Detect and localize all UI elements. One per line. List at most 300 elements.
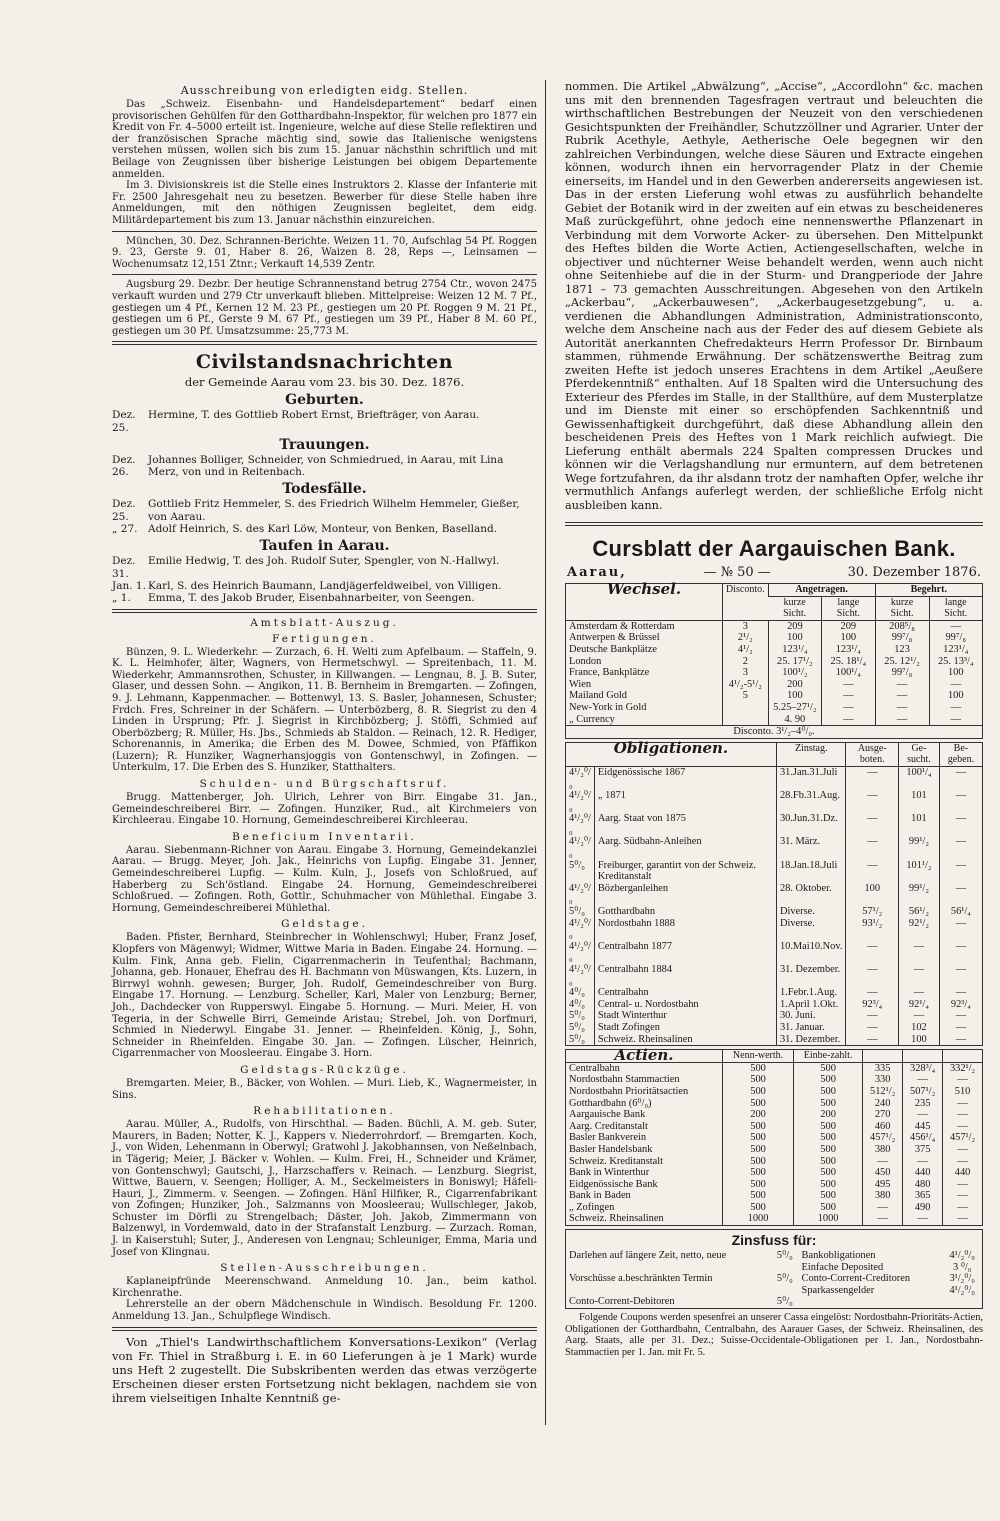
- table-row: [566, 667, 982, 679]
- list-item: [112, 454, 537, 479]
- table-cell: Centralbahn: [594, 987, 776, 999]
- table-cell: —: [929, 679, 982, 691]
- zinsfuss-table: [566, 1250, 982, 1308]
- table-cell: 500: [723, 1179, 794, 1191]
- civil-subtitle: der Gemeinde Aarau vom 23. bis 30. Dez. 1876.: [184, 375, 465, 390]
- table-cell: [771, 1262, 798, 1274]
- table-cell: 328³/₄: [903, 1062, 943, 1074]
- table-cell: 99⁷/₈: [875, 667, 929, 679]
- table-cell: 240: [863, 1098, 903, 1110]
- table-cell: 99¹/₂: [899, 883, 940, 906]
- table-row: [566, 941, 982, 964]
- table-cell: 4¹/₂⁰/₀: [569, 964, 591, 987]
- table-cell: 375: [903, 1144, 943, 1156]
- table-cell: 28.Fb.31.Aug.: [776, 790, 846, 813]
- table-cell: Bankobligationen: [801, 1250, 876, 1262]
- table-cell: Schweiz. Rheinsalinen: [569, 1213, 664, 1225]
- table-cell: 500: [794, 1190, 863, 1202]
- table-cell: 330: [863, 1074, 903, 1086]
- table-cell: —: [929, 702, 982, 714]
- table-cell: 5⁰/₀: [569, 1010, 585, 1022]
- table-row: [566, 918, 982, 941]
- table-cell: 457¹/₂: [863, 1132, 903, 1144]
- table-cell: 270: [863, 1109, 903, 1121]
- begeben-header: Be-geben.: [939, 743, 982, 767]
- entry-date: Jan. 1.: [112, 579, 146, 592]
- table-cell: 10.Mai10.Nov.: [776, 941, 846, 964]
- table-cell: 456¹/₄: [903, 1132, 943, 1144]
- table-cell: 510: [943, 1086, 982, 1098]
- table-cell: —: [846, 964, 899, 987]
- rueckzuege-text: Bremgarten. Meier, B., Bäcker, von Wohlen. — Muri. Lieb, K., Wagnermeister, in Sins.: [112, 1077, 537, 1101]
- kurze-sicht-header: kurze Sicht.: [768, 596, 822, 620]
- table-cell: —: [875, 702, 929, 714]
- table-cell: —: [943, 1213, 982, 1225]
- right-column: [565, 80, 983, 1358]
- table-cell: [799, 1296, 943, 1308]
- table-row: [566, 1202, 982, 1214]
- table-cell: [723, 714, 769, 726]
- table-cell: —: [903, 1109, 943, 1121]
- table-cell: 4¹/₂⁰/₀: [569, 917, 591, 941]
- table-cell: —: [939, 790, 982, 813]
- table-cell: 1000: [723, 1213, 794, 1225]
- divider: [112, 1327, 537, 1331]
- table-row: [566, 987, 982, 999]
- table-cell: 380: [863, 1144, 903, 1156]
- table-cell: 480: [903, 1179, 943, 1191]
- table-cell: 123¹/₄: [929, 644, 982, 656]
- table-cell: —: [846, 987, 899, 999]
- markt-muenchen: München, 30. Dez. Schrannen-Berichte. Weizen 11. 70, Aufschlag 54 Pf. Roggen 9. 23, Gerste 9. 01, Haber 8. 26, Waizen 8. 28, Reps —, Leinsamen — Wochenumsatz 12,151 Ztnr.; Verkauft 14,539 Zentr.: [112, 235, 537, 270]
- table-cell: —: [846, 1010, 899, 1022]
- table-cell: 101: [899, 813, 940, 836]
- table-cell: 5: [723, 690, 769, 702]
- table-cell: Centralbahn 1877: [594, 941, 776, 964]
- table-cell: Schweiz. Rheinsalinen: [594, 1034, 776, 1046]
- entry-date: Dez. 31.: [112, 555, 136, 580]
- divider: [565, 522, 983, 526]
- table-cell: 101¹/₂: [899, 860, 940, 883]
- table-cell: 5⁰/₀: [569, 859, 585, 871]
- table-cell: —: [822, 679, 875, 691]
- table-cell: 30. Juni.: [776, 1010, 846, 1022]
- table-cell: 101: [899, 790, 940, 813]
- table-cell: 500: [723, 1121, 794, 1133]
- table-cell: 100: [929, 667, 982, 679]
- table-cell: 92³/₄: [846, 999, 899, 1011]
- table-cell: 200: [768, 679, 822, 691]
- table-cell: 99¹/₂: [899, 836, 940, 859]
- table-cell: —: [939, 941, 982, 964]
- table-cell: 31. Dezember.: [776, 964, 846, 987]
- table-cell: 4¹/₂⁰/₀: [569, 940, 591, 964]
- todesfaelle-list: [112, 498, 537, 535]
- table-cell: 4¹/₂-5¹/₂: [723, 679, 769, 691]
- table-cell: [566, 1262, 771, 1274]
- table-cell: Stadt Zofingen: [594, 1022, 776, 1034]
- table-cell: —: [943, 1179, 982, 1191]
- table-cell: —: [939, 918, 982, 941]
- entry-text: Emma, T. des Jakob Bruder, Eisenbahnarbeiter, von Seengen.: [148, 592, 475, 605]
- table-cell: Aarg. Staat von 1875: [594, 813, 776, 836]
- table-cell: 4¹/₂⁰/₀: [569, 836, 591, 860]
- table-cell: —: [939, 836, 982, 859]
- disconto-header: Disconto.: [723, 584, 769, 620]
- table-cell: 495: [863, 1179, 903, 1191]
- table-cell: New-York in Gold: [569, 701, 647, 713]
- cursblatt-date: 30. Dezember 1876.: [847, 565, 981, 580]
- zinsfuss-heading: Zinsfuss für:: [731, 1232, 817, 1249]
- table-cell: 512¹/₂: [863, 1086, 903, 1098]
- taufen-title: Taufen in Aarau.: [259, 538, 390, 555]
- gesucht-header: Ge-sucht.: [899, 743, 940, 767]
- table-cell: 1.April 1.Okt.: [776, 999, 846, 1011]
- table-cell: Schweiz. Kreditanstalt: [569, 1155, 664, 1167]
- trauungen-title: Trauungen.: [279, 436, 370, 453]
- table-cell: [566, 1285, 771, 1297]
- table-cell: Sparkassengelder: [801, 1284, 875, 1296]
- divider: [112, 274, 537, 275]
- table-row: [566, 1179, 982, 1191]
- table-cell: 92³/₄: [939, 999, 982, 1011]
- table-row: [566, 1074, 982, 1086]
- entry-text: Karl, S. des Heinrich Baumann, Landjägerfeldweibel, von Villigen.: [148, 579, 502, 592]
- table-cell: 490: [903, 1202, 943, 1214]
- table-cell: 500: [794, 1132, 863, 1144]
- table-cell: —: [863, 1202, 903, 1214]
- table-cell: „ Zofingen: [569, 1201, 615, 1213]
- table-row: [566, 1010, 982, 1022]
- table-cell: 4⁰/₀: [569, 987, 585, 999]
- table-cell: 500: [794, 1074, 863, 1086]
- table-cell: 4⁰/₀: [569, 998, 585, 1010]
- table-cell: —: [939, 883, 982, 906]
- table-cell: Central- u. Nordostbahn: [594, 999, 776, 1011]
- table-cell: 500: [723, 1062, 794, 1074]
- stellen-text-2: Lehrerstelle an der obern Mädchenschule in Windisch. Besoldung Fr. 1200. Anmeldung 13. Jan., Schulpflege Windisch.: [112, 1299, 537, 1323]
- table-cell: 500: [723, 1156, 794, 1168]
- table-cell: 5⁰/₀: [776, 1273, 793, 1285]
- table-cell: Freiburger, garantirt von der Schweiz. Kreditanstalt: [594, 860, 776, 883]
- table-cell: —: [939, 964, 982, 987]
- table-cell: 200: [794, 1109, 863, 1121]
- list-item: [112, 580, 537, 592]
- table-cell: —: [846, 1034, 899, 1046]
- table-row: [566, 1086, 982, 1098]
- table-cell: 500: [723, 1144, 794, 1156]
- obligationen-table-box: [565, 738, 983, 1046]
- entry-date: Dez. 26.: [112, 453, 136, 479]
- table-cell: Mailand Gold: [569, 690, 628, 702]
- begehrt-header: Begehrt.: [875, 584, 982, 596]
- table-row: [566, 836, 982, 859]
- table-cell: Aarg. Creditanstalt: [569, 1120, 648, 1132]
- zinstag-header: Zinstag.: [776, 743, 846, 767]
- table-cell: Amsterdam & Rotterdam: [569, 620, 675, 632]
- table-cell: —: [929, 714, 982, 726]
- table-cell: 31.Jan.31.Juli: [776, 766, 846, 790]
- table-cell: 4¹/₂⁰/₀: [569, 813, 591, 836]
- table-cell: —: [899, 1010, 940, 1022]
- schulden-text: Brugg. Mattenberger, Joh. Ulrich, Lehrer von Birr. Eingabe 31. Jan., Gemeindeschreiberei Birr. — Zofingen. Hunziker, Rud., alt Kirchmeiers von Kirchleerau. Eingabe 10. Hornung, Gemeindeschreiberei Kirchleerau.: [112, 792, 537, 827]
- fertigungen-title: Fertigungen.: [272, 632, 377, 645]
- table-cell: 2¹/₂: [723, 632, 769, 644]
- amtsblatt-title: Amtsblatt-Auszug.: [250, 616, 399, 629]
- table-cell: 100: [929, 690, 982, 702]
- lange-sicht-header: lange Sicht.: [822, 596, 875, 620]
- table-cell: Gotthardbahn: [594, 906, 776, 918]
- table-row: [566, 1098, 982, 1110]
- table-row: [566, 1156, 982, 1168]
- table-cell: —: [939, 987, 982, 999]
- zinsfuss-box: [565, 1229, 983, 1309]
- table-cell: 100: [899, 1034, 940, 1046]
- divider: [112, 341, 537, 345]
- wechsel-rows: [566, 620, 982, 725]
- table-cell: Conto-Corrent-Debitoren: [569, 1296, 675, 1308]
- table-cell: 500: [723, 1132, 794, 1144]
- table-cell: —: [846, 836, 899, 859]
- table-cell: Nordostbahn Prioritätsactien: [569, 1085, 689, 1097]
- kurze-sicht-header: kurze Sicht.: [875, 596, 929, 620]
- table-cell: Centralbahn: [569, 1062, 620, 1074]
- table-cell: 25. 17¹/₂: [768, 656, 822, 668]
- table-cell: —: [943, 1098, 982, 1110]
- table-cell: 500: [794, 1086, 863, 1098]
- wechsel-table-box: [565, 580, 983, 739]
- table-cell: —: [822, 690, 875, 702]
- obligationen-rows: [566, 766, 982, 1045]
- table-cell: Aarg. Südbahn-Anleihen: [594, 836, 776, 859]
- table-row: [566, 1213, 982, 1225]
- cursblatt-place: Aarau,: [567, 565, 627, 580]
- table-cell: 92¹/₂: [899, 918, 940, 941]
- table-cell: Wien: [569, 678, 592, 690]
- fertigungen-text: Bünzen, 9. L. Wiederkehr. — Zurzach, 6. H. Welti zum Apfelbaum. — Staffeln, 9. K. L. Heimhofer, älter, Wagners, von Hermetschwyl. — Spreitenbach, 11. M. Wiederkehr, Ammannsrothen, Schuster, in Killwangen. — Lengnau, 8. J. B. Suter, Glaser, und dessen Sohn. — Angikon, 11. B. Bernheim in Bremgarten. — Zofingen, 9. J. Lehmann, Kappenmacher. — Bottenwyl, 13. S. Basler, Johannesen, Schuster; Frdch. Fres, Schreiner in der Schäfern. — Unterbözberg, 8. R. Siegrist zu den 4 Linden in Ursprung; Pfr. J. Siegrist in Kirchbözberg; J. Stöffi, Schmied auf Oberbözberg; R. Müller, Hs. Jbs., Schmieds ab Staldon. — Reinach, 12. R. Hediger, Schorenannis, in Amerika; die Erben des M. Dowee, Schmied, von Pfäffikon (Luzern); R. Hunziker, Wagnerhansjoggis von Gontenschwyl, in Zofingen. — Unterkulm, 17. Die Erben des S. Hunziker, Statthalters.: [112, 646, 537, 774]
- table-row: [566, 1034, 982, 1046]
- table-cell: 123: [875, 644, 929, 656]
- zinsfuss-rows: [566, 1250, 982, 1308]
- geldstag-title: Geldstage.: [281, 918, 368, 931]
- table-cell: 5⁰/₀: [776, 1250, 793, 1262]
- table-row: [566, 1109, 982, 1121]
- table-cell: 31. Januar.: [776, 1022, 846, 1034]
- table-cell: 57¹/₂: [846, 906, 899, 918]
- table-row: [566, 1144, 982, 1156]
- table-cell: —: [863, 1213, 903, 1225]
- ausschreibung-p1: Das „Schweiz. Eisenbahn- und Handelsdepartement“ bedarf einen provisorischen Gehülfen für den Gotthardbahn-Inspektor, für welchen pro 1877 ein Kredit von Fr. 4–5000 erteilt ist. Ingenieure, welche auf diese Stelle reflektiren und der französischen Sprache mächtig sind, sowie das Italienische wenigstens verstehen müssen, wollen sich bis zum 15. Januar nächsthin schriftlich und mit Beilage von Zeugnissen über bisherige Leistungen bei obigem Departemente anmelden.: [112, 99, 537, 180]
- table-cell: Deutsche Bankplätze: [569, 643, 657, 655]
- table-cell: 500: [723, 1167, 794, 1179]
- table-cell: 3 ⁰/₀: [952, 1261, 972, 1273]
- table-cell: 3¹/₂⁰/₀: [949, 1273, 975, 1285]
- table-cell: 5⁰/₀: [776, 1296, 793, 1308]
- ausschreibung-title: Ausschreibung von erledigten eidg. Stellen.: [180, 84, 469, 97]
- table-cell: 100¹/₂: [768, 667, 822, 679]
- table-cell: 1.Febr.1.Aug.: [776, 987, 846, 999]
- table-cell: Nordostbahn 1888: [594, 918, 776, 941]
- table-cell: Darlehen auf längere Zeit, netto, neue: [569, 1250, 727, 1262]
- table-cell: —: [846, 860, 899, 883]
- table-cell: —: [939, 1022, 982, 1034]
- table-cell: —: [822, 702, 875, 714]
- table-cell: „ Currency: [569, 713, 615, 725]
- table-cell: [942, 1296, 982, 1308]
- table-row: [566, 860, 982, 883]
- table-row: [566, 1190, 982, 1202]
- table-cell: —: [846, 766, 899, 790]
- table-cell: 500: [794, 1167, 863, 1179]
- table-cell: —: [939, 860, 982, 883]
- table-cell: 460: [863, 1121, 903, 1133]
- todesfaelle-title: Todesfälle.: [282, 481, 367, 498]
- obligationen-heading: Obligationen.: [566, 743, 776, 767]
- table-cell: „ 1871: [594, 790, 776, 813]
- table-cell: Stadt Winterthur: [594, 1010, 776, 1022]
- table-cell: 500: [723, 1098, 794, 1110]
- table-cell: 93¹/₂: [846, 918, 899, 941]
- thiel-review: Von „Thiel's Landwirthschaftlichem Konversations-Lexikon“ (Verlag von Fr. Thiel in Straßburg i. E. in 60 Lieferungen à je 1 Mark) wurde uns Heft 2 zugestellt. Die Subskribenten werden das etwas verzögerte Erscheinen dieser ersten Fortsetzung nicht beklagen, nachdem sie von ihrem vielseitigen Inhalte Kenntniß ge-: [112, 1334, 537, 1405]
- table-cell: 507¹/₂: [903, 1086, 943, 1098]
- table-cell: 200: [723, 1109, 794, 1121]
- geburten-title: Geburten.: [285, 392, 364, 409]
- table-row: [566, 1296, 982, 1308]
- table-cell: Eidgenössische 1867: [594, 766, 776, 790]
- table-row: [566, 656, 982, 668]
- table-cell: 4. 90: [768, 714, 822, 726]
- rueckzuege-title: Geldstags-Rückzüge.: [240, 1063, 409, 1076]
- table-cell: —: [875, 679, 929, 691]
- table-cell: 440: [943, 1167, 982, 1179]
- table-cell: —: [903, 1074, 943, 1086]
- table-cell: Aargauische Bank: [569, 1109, 646, 1121]
- entry-text: Hermine, T. des Gottlieb Robert Ernst, Briefträger, von Aarau.: [148, 409, 480, 422]
- list-item: [112, 592, 537, 604]
- table-cell: 440: [903, 1167, 943, 1179]
- table-row: [566, 690, 982, 702]
- table-cell: 445: [903, 1121, 943, 1133]
- table-cell: 123¹/₄: [822, 644, 875, 656]
- table-cell: Basler Handelsbank: [569, 1143, 653, 1155]
- table-cell: Centralbahn 1884: [594, 964, 776, 987]
- table-cell: Bözberganleihen: [594, 883, 776, 906]
- disconto-row: Disconto. 3¹/₂–4⁰/₀.: [566, 726, 982, 738]
- taufen-list: [112, 555, 537, 604]
- entry-date: „ 27.: [112, 523, 138, 536]
- table-cell: 4¹/₂⁰/₀: [569, 766, 591, 790]
- table-cell: 450: [863, 1167, 903, 1179]
- entry-text: Johannes Bolliger, Schneider, von Schmiedrued, in Aarau, mit Lina Merz, von und in Reitenbach.: [148, 453, 504, 479]
- stellen-text-1: Kaplaneipfründe Meerenschwand. Anmeldung 10. Jan., beim kathol. Kirchenrathe.: [112, 1276, 537, 1299]
- table-row: [566, 1121, 982, 1133]
- table-cell: 100: [768, 632, 822, 644]
- list-item: [112, 555, 537, 580]
- table-cell: —: [943, 1121, 982, 1133]
- table-cell: —: [846, 813, 899, 836]
- table-cell: 500: [723, 1086, 794, 1098]
- table-cell: 2: [723, 656, 769, 668]
- table-cell: 100: [846, 883, 899, 906]
- table-row: [566, 1132, 982, 1144]
- table-cell: 500: [723, 1202, 794, 1214]
- table-cell: 102: [899, 1022, 940, 1034]
- table-cell: Bank in Baden: [569, 1190, 631, 1202]
- table-cell: Nordostbahn Stammactien: [569, 1074, 680, 1086]
- table-cell: 500: [794, 1202, 863, 1214]
- benef-title: Beneficium Inventarii.: [232, 830, 417, 843]
- table-row: [566, 1062, 982, 1074]
- divider: [112, 231, 537, 232]
- entry-text: Adolf Heinrich, S. des Karl Löw, Monteur, von Benken, Baselland.: [148, 523, 498, 536]
- table-cell: 500: [794, 1156, 863, 1168]
- left-column: [112, 80, 537, 1405]
- table-cell: —: [846, 941, 899, 964]
- table-cell: —: [875, 690, 929, 702]
- table-cell: 4¹/₂⁰/₀: [949, 1250, 975, 1262]
- table-cell: 500: [794, 1121, 863, 1133]
- nennwerth-header: Nenn-werth.: [723, 1050, 794, 1062]
- wechsel-table: [566, 580, 982, 738]
- table-row: [566, 632, 982, 644]
- table-cell: —: [822, 714, 875, 726]
- table-row: [566, 679, 982, 691]
- actien-table: [566, 1046, 982, 1225]
- table-cell: 209: [768, 620, 822, 632]
- table-cell: 500: [723, 1190, 794, 1202]
- table-cell: —: [899, 941, 940, 964]
- schulden-title: Schulden- und Bürgschaftsruf.: [199, 778, 450, 791]
- list-item: [112, 523, 537, 535]
- table-row: [566, 964, 982, 987]
- cursblatt-title: Cursblatt der Aargauischen Bank.: [592, 536, 956, 561]
- civil-title: Civilstandsnachrichten: [195, 351, 454, 374]
- table-cell: 18.Jan.18.Juli: [776, 860, 846, 883]
- table-cell: —: [929, 620, 982, 632]
- table-cell: 208⁵/₈: [875, 620, 929, 632]
- table-cell: 500: [794, 1098, 863, 1110]
- table-cell: —: [903, 1213, 943, 1225]
- table-cell: 1000: [794, 1213, 863, 1225]
- table-cell: Einfache Deposited: [801, 1261, 884, 1273]
- actien-rows: [566, 1062, 982, 1225]
- table-cell: —: [903, 1156, 943, 1168]
- table-row: [566, 1250, 982, 1262]
- table-row: [566, 714, 982, 726]
- table-row: [566, 790, 982, 813]
- table-cell: 31. Dezember.: [776, 1034, 846, 1046]
- table-cell: —: [846, 790, 899, 813]
- table-row: [566, 1022, 982, 1034]
- einbezahlt-header: Einbe-zahlt.: [794, 1050, 863, 1062]
- entry-date: „ 1.: [112, 592, 131, 605]
- angetragen-header: Angetragen.: [768, 584, 875, 596]
- table-cell: —: [863, 1156, 903, 1168]
- table-cell: Vorschüsse a.beschränkten Termin: [569, 1273, 713, 1285]
- table-cell: 3: [723, 667, 769, 679]
- table-cell: 30.Jun.31.Dz.: [776, 813, 846, 836]
- table-cell: —: [943, 1190, 982, 1202]
- table-row: [566, 813, 982, 836]
- table-cell: France, Bankplätze: [569, 667, 650, 679]
- table-row: [566, 906, 982, 918]
- divider: [112, 609, 537, 613]
- table-cell: 380: [863, 1190, 903, 1202]
- table-cell: 100¹/₄: [899, 766, 940, 790]
- table-cell: 457¹/₂: [943, 1132, 982, 1144]
- table-cell: —: [943, 1074, 982, 1086]
- obligationen-table: [566, 738, 982, 1045]
